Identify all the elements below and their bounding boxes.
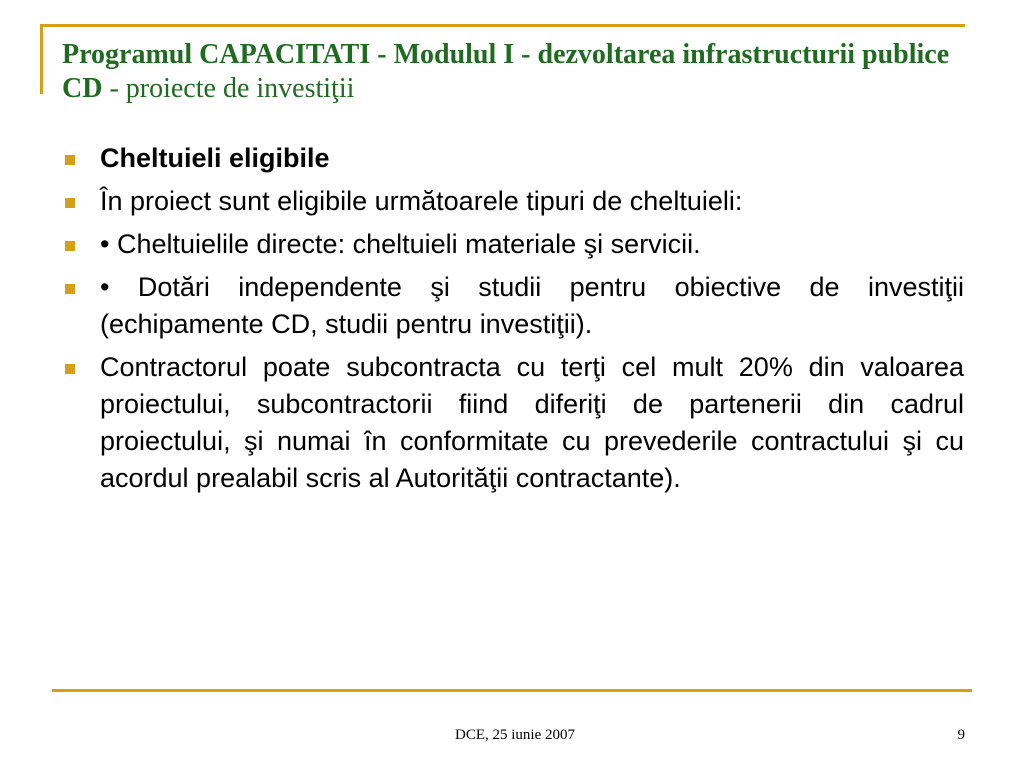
- bullet-text: • Dotări independente şi studii pentru obiective de investiţii (echipamente CD, studii pentru investiţii).: [100, 272, 964, 339]
- bullet-item: [60, 140, 964, 177]
- bullet-list: [60, 140, 964, 503]
- bullet-text: • Cheltuielile directe: cheltuieli materiale şi servicii.: [100, 229, 701, 259]
- bottom-divider-line: [52, 689, 972, 692]
- page-number: 9: [957, 727, 965, 743]
- square-bullet-icon: [60, 226, 100, 263]
- slide-title: [62, 38, 962, 106]
- bullet-text-heading: Cheltuieli eligibile: [100, 143, 330, 173]
- top-border-line: [40, 24, 965, 27]
- square-bullet-icon: [60, 140, 100, 177]
- bullet-text: Contractorul poate subcontracta cu terţi cel mult 20% din valoarea proiectului, subcontractorii fiind diferiţi de partenerii din cadrul proiectului, şi numai în conformitate cu prevederile contractului şi cu acordul prealabil scris al Autorităţii contractante).: [100, 352, 964, 493]
- square-bullet-icon: [60, 349, 100, 386]
- footer-date: DCE, 25 iunie 2007: [455, 727, 575, 743]
- left-border-line: [40, 24, 43, 94]
- bullet-item: [60, 183, 964, 220]
- bullet-text: În proiect sunt eligibile următoarele tipuri de cheltuieli:: [100, 186, 743, 216]
- square-bullet-icon: [60, 183, 100, 220]
- bullet-item: [60, 269, 964, 343]
- bullet-item: [60, 226, 964, 263]
- slide-title-main: Programul CAPACITATI - Modulul I - dezvoltarea infrastructurii publice CD: [62, 39, 950, 104]
- square-bullet-icon: [60, 269, 100, 306]
- bullet-item: [60, 349, 964, 497]
- slide-title-subtitle: - proiecte de investiţii: [102, 73, 355, 104]
